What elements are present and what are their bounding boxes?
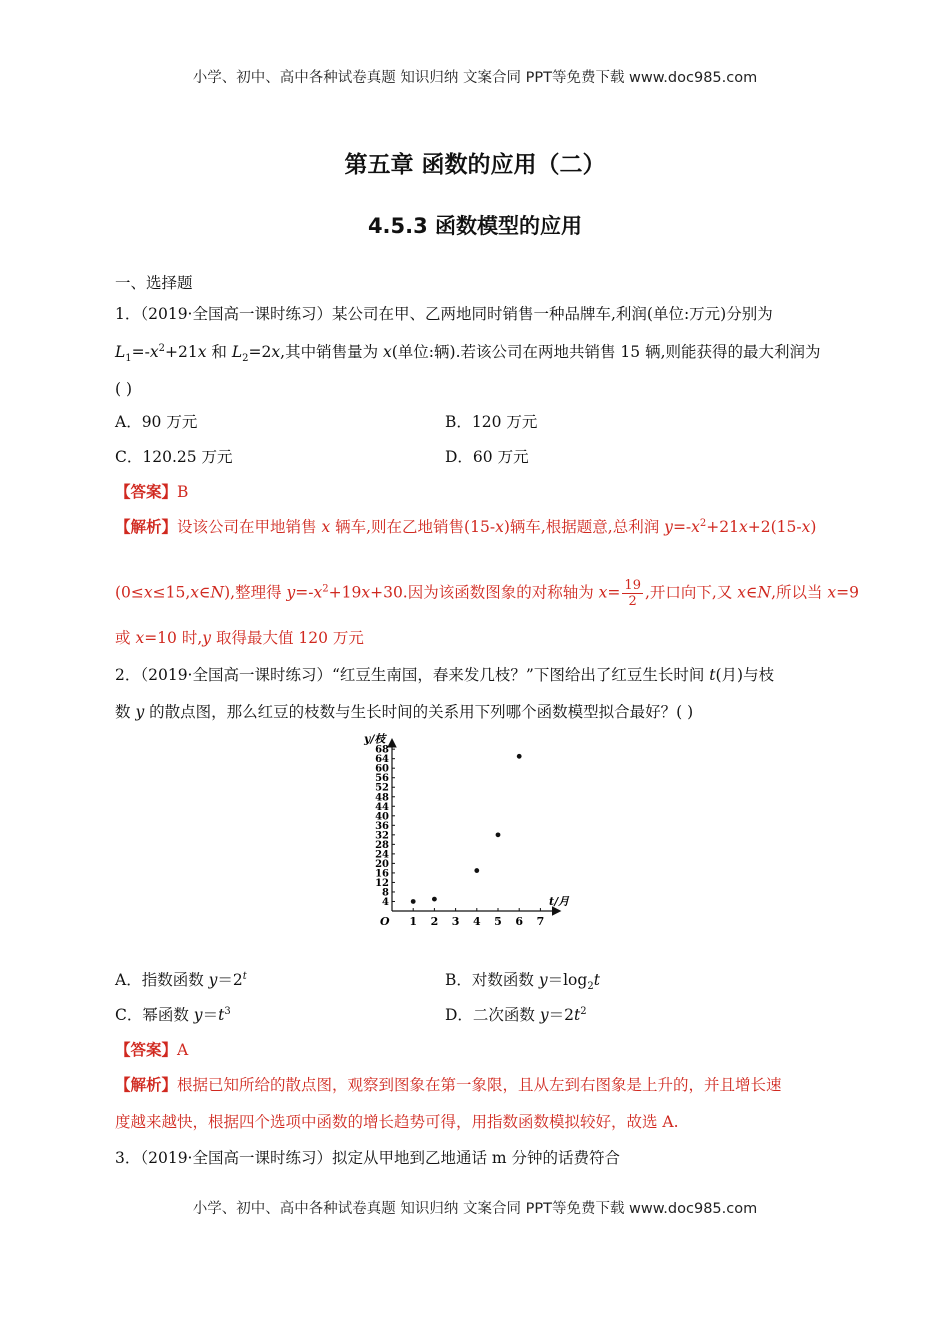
y-tick-label: 40 [375, 811, 389, 823]
q1-option-d: D．60 万元 [445, 448, 529, 466]
fraction-19-over-2: $\frac{19}{2}$ [624, 578, 641, 609]
y-tick-label: 4 [382, 896, 389, 908]
data-point [411, 899, 416, 904]
section-label: 一、选择题 [115, 274, 193, 292]
q2-option-b: B．对数函数 $y=\log_2t$ [445, 971, 600, 993]
q2-stem-line1: 2．（2019·全国高一课时练习）“红豆生南国，春来发几枝？”下图给出了红豆生长时间 t(月)与枝 [115, 666, 775, 684]
y-tick-label: 44 [375, 801, 389, 813]
q1-stem-line2: $L_1=-x^2+21x$ 和 $L_2=2x$,其中销售量为 x(单位:辆).若该公司在两地共销售 15 辆,则能获得的最大利润为 [115, 342, 821, 365]
q1-option-b: B．120 万元 [445, 413, 538, 431]
q1-answer: 【答案】B [115, 482, 189, 501]
data-point [496, 832, 501, 837]
q1-option-c: C．120.25 万元 [115, 448, 233, 466]
q2-option-a: A．指数函数 $y=2^t$ [115, 970, 247, 989]
q1-option-a: A．90 万元 [115, 413, 198, 431]
x-tick-label: 4 [472, 915, 481, 928]
q1-explanation-line2: (0≤x≤15,x∈N),整理得 $y=-x^2+19x+30$.因为该函数图象的对称轴为 x= $\frac{19}{2}$ ,开口向下,又 x∈N,所以当 x=9 [115, 578, 860, 609]
chapter-title: 第五章 函数的应用（二） [344, 152, 606, 178]
y-tick-label: 20 [375, 858, 389, 870]
q2-answer: 【答案】A [115, 1040, 189, 1059]
y-tick-label: 12 [375, 877, 389, 889]
q2-option-c: C．幂函数 $y=t^3$ [115, 1005, 231, 1024]
page-header: 小学、初中、高中各种试卷真题 知识归纳 文案合同 PPT等免费下载 www.doc985.com [192, 70, 758, 86]
x-axis-label: t/月 [549, 895, 570, 908]
q1-explanation-line3: 或 x=10 时,y 取得最大值 120 万元 [115, 629, 364, 647]
x-tick-label: 7 [536, 915, 545, 928]
data-point [517, 754, 522, 759]
x-tick-label: 5 [494, 915, 502, 928]
y-tick-label: 16 [375, 868, 389, 880]
y-tick-label: 36 [375, 820, 389, 832]
x-tick-label: 6 [515, 915, 524, 928]
y-tick-label: 48 [375, 792, 389, 804]
y-tick-label: 68 [375, 744, 389, 756]
y-tick-label: 8 [382, 887, 389, 899]
y-tick-label: 32 [375, 830, 389, 842]
y-tick-label: 56 [375, 773, 389, 785]
x-tick-label: 1 [409, 915, 418, 928]
page-footer: 小学、初中、高中各种试卷真题 知识归纳 文案合同 PPT等免费下载 www.doc985.com [192, 1201, 758, 1217]
q2-explanation-line1: 【解析】根据已知所给的散点图，观察到图象在第一象限，且从左到右图象是上升的，并且增长速 [115, 1075, 782, 1094]
data-point [474, 868, 479, 873]
q1-explanation-line1: 【解析】设该公司在甲地销售 x 辆车,则在乙地销售(15-x)辆车,根据题意,总利润 $y=-x^2+21x+2(15-x)$ [115, 517, 817, 536]
y-axis-label: y/枝 [364, 732, 386, 746]
data-point [432, 897, 437, 902]
q2-explanation-line2: 度越来越快，根据四个选项中函数的增长趋势可得，用指数函数模拟较好，故选 A. [115, 1113, 679, 1131]
y-tick-label: 28 [375, 839, 389, 851]
y-tick-label: 60 [375, 763, 389, 775]
y-tick-label: 52 [375, 782, 389, 794]
y-tick-label: 64 [375, 754, 389, 766]
x-tick-label: 3 [451, 915, 460, 928]
q1-stem-line1: 1．（2019·全国高一课时练习）某公司在甲、乙两地同时销售一种品牌车,利润(单位:万元)分别为 [115, 305, 773, 323]
q1-paren: ( ) [115, 380, 133, 398]
x-tick-label: 2 [430, 915, 439, 928]
section-title: 4.5.3 函数模型的应用 [367, 214, 583, 238]
scatter-chart [350, 728, 600, 933]
y-tick-label: 24 [375, 849, 389, 861]
q2-option-d: D．二次函数 $y=2t^2$ [445, 1005, 587, 1024]
q3-stem: 3．（2019·全国高一课时练习）拟定从甲地到乙地通话 m 分钟的话费符合 [115, 1149, 621, 1167]
q2-stem-line2: 数 y 的散点图，那么红豆的枝数与生长时间的关系用下列哪个函数模型拟合最好？( ) [115, 703, 694, 721]
origin-label: O [380, 915, 390, 928]
